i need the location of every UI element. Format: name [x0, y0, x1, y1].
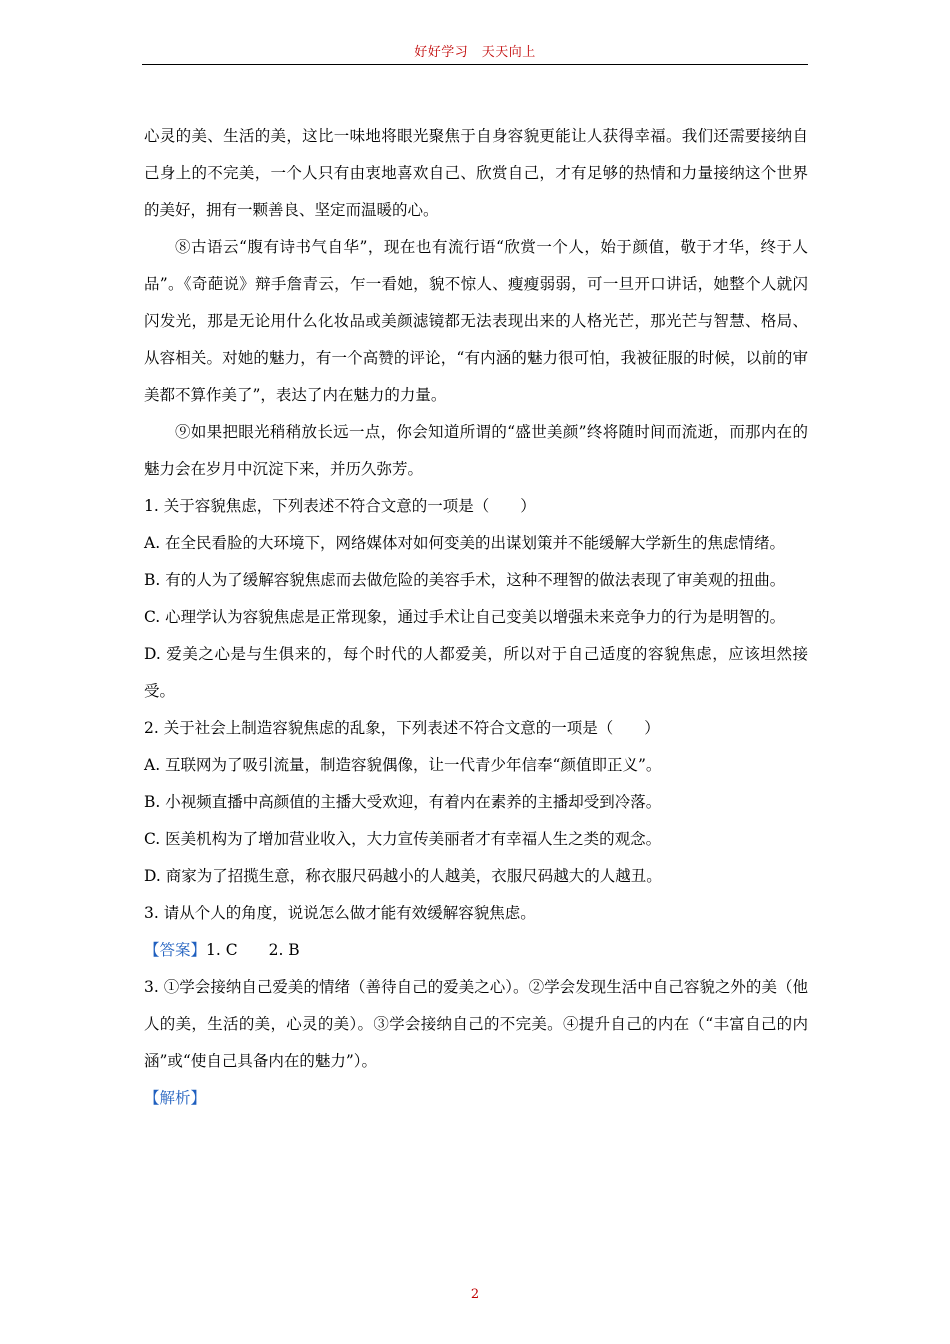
question-2-option-b: B. 小视频直播中高颜值的主播大受欢迎，有着内在素养的主播却受到冷落。: [144, 793, 662, 811]
question-2-option-d: D. 商家为了招揽生意，称衣服尺码越小的人越美，衣服尺码越大的人越丑。: [144, 867, 662, 885]
question-3-answer: 3. ①学会接纳自己爱美的情绪（善待自己的爱美之心）。②学会发现生活中自己容貌之外的美（他人的美，生活的美，心灵的美）。③学会接纳自己的不完美。④提升自己的内在（“丰富自己的内涵”或“使自己具备内在的魅力”）。: [144, 978, 808, 1070]
question-1-option-c: C. 心理学认为容貌焦虑是正常现象，通过手术让自己变美以增强未来竞争力的行为是明智的。: [144, 608, 786, 626]
question-1-option-b: B. 有的人为了缓解容貌焦虑而去做危险的美容手术，这种不理智的做法表现了审美观的扭曲。: [144, 571, 786, 589]
paragraph-9: ⑨如果把眼光稍稍放长远一点，你会知道所谓的“盛世美颜”终将随时间而流逝，而那内在的魅力会在岁月中沉淀下来，并历久弥芳。: [144, 423, 808, 478]
question-1-option-a: A. 在全民看脸的大环境下，网络媒体对如何变美的出谋划策并不能缓解大学新生的焦虑情绪。: [144, 534, 786, 552]
page-number: 2: [470, 1287, 480, 1302]
answer-text: 1. C 2. B: [206, 941, 300, 959]
paragraph-7-tail: 心灵的美、生活的美，这比一味地将眼光聚焦于自身容貌更能让人获得幸福。我们还需要接纳自己身上的不完美，一个人只有由衷地喜欢自己、欣赏自己，才有足够的热情和力量接纳这个世界的美好，拥有一颗善良、坚定而温暖的心。: [144, 127, 808, 219]
page-header: 好好学习 天天向上: [414, 45, 536, 60]
answer-line: [144, 932, 808, 969]
question-2-option-a: A. 互联网为了吸引流量，制造容貌偶像，让一代青少年信奉“颜值即正义”。: [144, 756, 662, 774]
paragraph-8: ⑧古语云“腹有诗书气自华”，现在也有流行语“欣赏一个人，始于颜值，敬于才华，终于人品”。《奇葩说》辩手詹青云，乍一看她，貌不惊人、瘦瘦弱弱，可一旦开口讲话，她整个人就闪闪发光，那是无论用什么化妆品或美颜滤镜都无法表现出来的人格光芒，那光芒与智慧、格局、从容相关。对她的魅力，有一个高赞的评论，“有内涵的魅力很可怕，我被征服的时候，以前的审美都不算作美了”，表达了内在魅力的力量。: [144, 238, 808, 404]
answer-tag: 【答案】: [144, 941, 207, 959]
analysis-line: [144, 1080, 808, 1117]
document-body: [144, 118, 808, 1117]
question-2-option-c: C. 医美机构为了增加营业收入，大力宣传美丽者才有幸福人生之类的观念。: [144, 830, 662, 848]
question-2-stem: 2. 关于社会上制造容貌焦虑的乱象，下列表述不符合文意的一项是（ ）: [144, 719, 660, 737]
question-1-stem: 1. 关于容貌焦虑，下列表述不符合文意的一项是（ ）: [144, 497, 536, 515]
question-1-option-d: D. 爱美之心是与生俱来的，每个时代的人都爱美，所以对于自己适度的容貌焦虑，应该坦然接受。: [144, 645, 808, 700]
analysis-tag: 【解析】: [144, 1089, 207, 1107]
header-divider: [142, 64, 808, 65]
question-3-stem: 3. 请从个人的角度，说说怎么做才能有效缓解容貌焦虑。: [144, 904, 536, 922]
